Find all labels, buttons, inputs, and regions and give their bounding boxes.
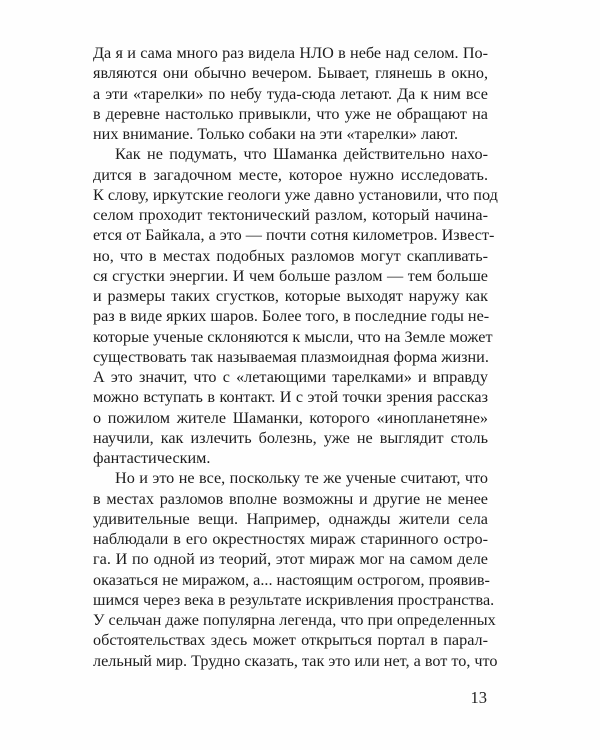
text-line: дится в загадочном месте, которое нужно исследовать. (93, 165, 488, 184)
text-line: У сельчан даже популярна легенда, что при определенных (93, 611, 496, 629)
text-line: фантастическим. (93, 449, 211, 467)
text-line: А это значит, что с «летающими тарелками» и вправду (93, 368, 488, 386)
text-line: лельный мир. Трудно сказать, так это или нет, а вот то, что (93, 651, 498, 670)
paragraph (93, 43, 488, 144)
text-line: Но и это не все, поскольку те же ученые считают, что (115, 469, 488, 488)
paragraph (93, 144, 498, 468)
page-number: 13 (470, 688, 487, 707)
text-line: научили, как излечить болезнь, уже не выглядит столь (93, 428, 488, 447)
text-line: о пожилом жителе Шаманки, которого «инопланетяне» (93, 408, 488, 427)
body-text (93, 43, 498, 671)
text-line: Как не подумать, что Шаманка действительно нахо- (115, 145, 488, 164)
text-line: наблюдали в его окрестностях мираж старинного остро- (93, 530, 488, 548)
text-line: можно вступать в контакт. И с этой точки зрения рассказ (93, 388, 488, 407)
text-line: селом проходит тектонический разлом, который начина- (93, 206, 488, 224)
text-line: а эти «тарелки» по небу туда-сюда летают. Да к ним все (93, 84, 488, 103)
text-line: оказаться не миражом, а... настоящим острогом, проявив- (93, 570, 490, 589)
text-line: удивительные вещи. Например, однажды жители села (93, 509, 488, 528)
text-line: но, что в местах подобных разломов могут скапливать- (93, 246, 488, 265)
text-line: ется от Байкала, а это — почти сотня километров. Извест- (93, 226, 495, 245)
text-line: К слову, иркутские геологи уже давно установили, что под (93, 185, 498, 204)
text-line: Да я и сама много раз видела НЛО в небе над селом. По- (93, 44, 488, 62)
paragraph (93, 468, 498, 671)
text-line: в деревне настолько привыкли, что уже не обращают на (93, 104, 488, 123)
text-line: обстоятельствах здесь может открыться портал в парал- (93, 631, 488, 650)
text-line: являются они обычно вечером. Бывает, глянешь в окно, (93, 64, 488, 83)
text-line: в местах разломов вполне возможны и другие не менее (93, 489, 488, 508)
text-line: существовать так называемая плазмоидная форма жизни. (93, 347, 489, 366)
text-line: них внимание. Только собаки на эти «тарелки» лают. (93, 125, 459, 143)
text-line: раз в виде ярких шаров. Более того, в последние годы не- (93, 307, 490, 326)
text-line: ся сгустки энергии. И чем больше разлом — тем больше (93, 266, 488, 285)
text-line: которые ученые склоняются к мысли, что на Земле может (93, 327, 493, 346)
text-line: шимся через века в результате искривления пространства. (93, 590, 495, 609)
text-line: га. И по одной из теорий, этот мираж мог на самом деле (93, 550, 488, 569)
text-line: и размеры таких сгустков, которые выходят наружу как (93, 287, 488, 305)
